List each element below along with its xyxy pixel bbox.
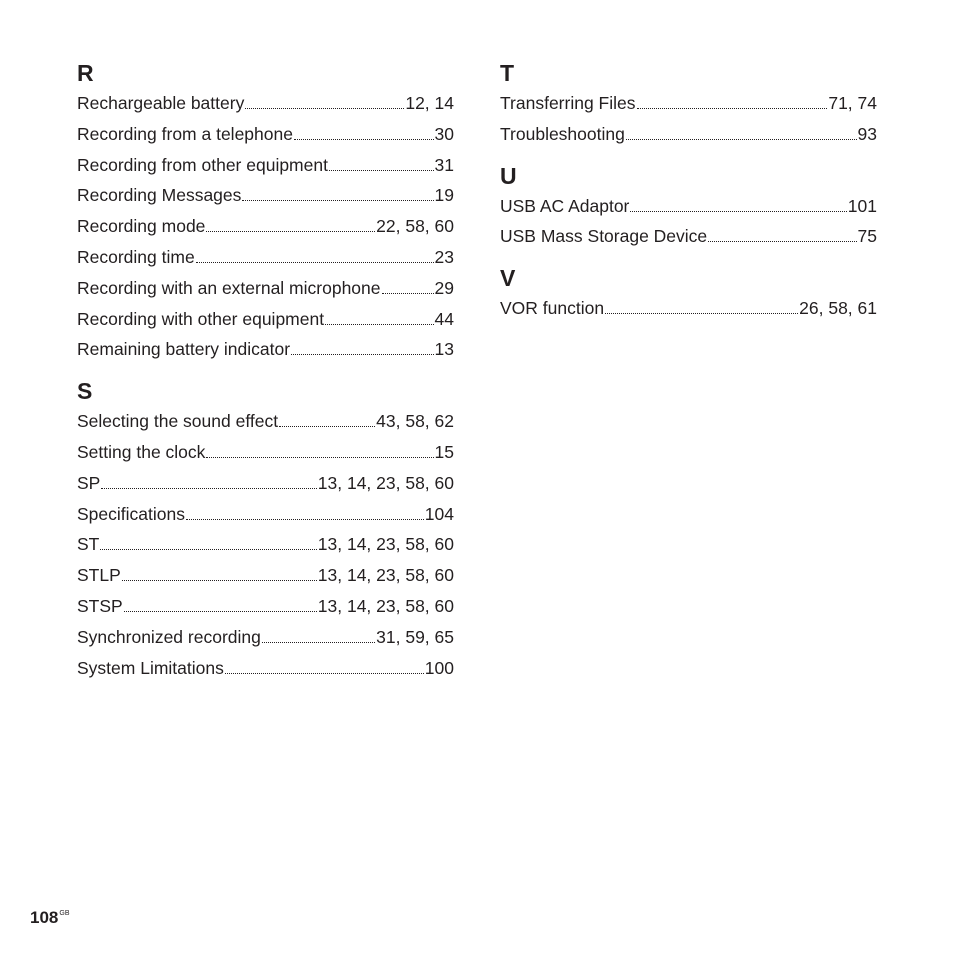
index-term: ST [77, 534, 100, 555]
dot-leader [245, 107, 404, 109]
index-pages: 23 [434, 246, 454, 267]
dot-leader [242, 199, 433, 201]
index-entry [77, 180, 454, 211]
section-letter: S [77, 378, 93, 405]
index-term: Remaining battery indicator [77, 339, 291, 360]
index-entry [77, 437, 454, 468]
index-entry [77, 591, 454, 622]
index-pages: 13, 14, 23, 58, 60 [317, 534, 454, 555]
index-term: Recording from a telephone [77, 123, 293, 144]
index-entries [500, 88, 877, 150]
index-pages: 26, 58, 61 [799, 298, 877, 319]
index-term: Recording from other equipment [77, 154, 328, 175]
index-pages: 104 [424, 503, 454, 524]
index-term: VOR function [500, 298, 605, 319]
index-entry [500, 221, 877, 252]
index-term: System Limitations [77, 657, 224, 678]
index-pages: 44 [434, 308, 454, 329]
dot-leader [206, 456, 433, 458]
dot-leader [122, 579, 317, 581]
index-pages: 30 [434, 123, 454, 144]
index-pages: 19 [434, 185, 454, 206]
dot-leader [196, 261, 434, 263]
index-term: Transferring Files [500, 93, 636, 113]
index-section-t [500, 58, 877, 150]
index-entries [500, 191, 877, 253]
index-entry [77, 622, 454, 653]
index-section-r [77, 58, 454, 365]
index-pages: 29 [434, 277, 454, 298]
index-section-u [500, 161, 877, 253]
dot-leader [637, 107, 828, 109]
index-term: Troubleshooting [500, 123, 625, 144]
index-entries [77, 406, 454, 683]
index-entry [500, 293, 877, 324]
dot-leader [291, 353, 434, 355]
index-entry [500, 191, 877, 222]
index-entry [77, 499, 454, 530]
index-section-s [77, 376, 454, 683]
index-pages: 13, 14, 23, 58, 60 [317, 595, 454, 616]
index-section-v [500, 263, 877, 324]
index-entry [77, 211, 454, 242]
dot-leader [206, 230, 375, 232]
index-pages: 93 [857, 123, 877, 144]
index-entry [77, 406, 454, 437]
index-entry [77, 304, 454, 335]
section-letter: R [77, 60, 94, 86]
index-term: STSP [77, 595, 123, 616]
index-entries [500, 293, 877, 324]
index-term: Selecting the sound effect [77, 411, 279, 432]
index-entry [500, 119, 877, 150]
index-pages: 31, 59, 65 [376, 626, 454, 647]
index-entries [77, 88, 454, 365]
dot-leader [262, 641, 375, 643]
page-number-value: 108 [30, 908, 59, 927]
index-entry [77, 273, 454, 304]
index-term: STLP [77, 565, 121, 586]
index-pages: 100 [424, 657, 454, 678]
dot-leader [329, 169, 434, 171]
index-term: USB Mass Storage Device [500, 226, 708, 247]
index-term: Rechargeable battery [77, 93, 245, 113]
index-term: Setting the clock [77, 441, 206, 462]
dot-leader [708, 240, 856, 242]
index-pages: 75 [857, 226, 877, 247]
index-term: Recording time [77, 246, 195, 267]
index-pages: 13, 14, 23, 58, 60 [317, 472, 454, 493]
index-term: Synchronized recording [77, 626, 261, 647]
section-letter: T [500, 60, 515, 86]
dot-leader [382, 292, 434, 294]
index-entry [77, 334, 454, 365]
index-column-right [500, 58, 877, 335]
dot-leader [225, 672, 424, 674]
dot-leader [279, 425, 375, 427]
dot-leader [294, 138, 434, 140]
dot-leader [100, 548, 316, 550]
index-pages: 31 [434, 154, 454, 175]
index-term: Recording with an external microphone [77, 277, 381, 298]
index-column-left [77, 58, 454, 694]
dot-leader [626, 138, 857, 140]
dot-leader [605, 312, 798, 314]
dot-leader [101, 487, 316, 489]
section-letter: U [500, 162, 517, 189]
index-entry [77, 88, 454, 119]
index-pages: 22, 58, 60 [376, 216, 454, 237]
index-entry [500, 88, 877, 119]
page-number [30, 908, 70, 928]
page-number-suffix: GB [59, 910, 70, 917]
index-entry [77, 242, 454, 273]
index-entry [77, 468, 454, 499]
index-entry [77, 560, 454, 591]
index-pages: 13 [434, 339, 454, 360]
dot-leader [124, 610, 317, 612]
index-pages: 101 [847, 195, 877, 216]
index-pages: 71, 74 [828, 93, 877, 113]
index-entry [77, 529, 454, 560]
index-pages: 43, 58, 62 [376, 411, 454, 432]
index-entry [77, 653, 454, 684]
dot-leader [325, 323, 433, 325]
dot-leader [630, 210, 846, 212]
index-term: Specifications [77, 503, 185, 524]
index-term: Recording Messages [77, 185, 242, 206]
index-pages: 13, 14, 23, 58, 60 [317, 565, 454, 586]
index-term: SP [77, 472, 101, 493]
index-entry [77, 150, 454, 181]
index-entry [77, 119, 454, 150]
index-term: Recording mode [77, 216, 206, 237]
index-pages: 12, 14 [405, 93, 454, 113]
index-term: USB AC Adaptor [500, 195, 630, 216]
section-letter: V [500, 265, 516, 292]
index-pages: 15 [434, 441, 454, 462]
index-term: Recording with other equipment [77, 308, 325, 329]
dot-leader [186, 518, 424, 520]
